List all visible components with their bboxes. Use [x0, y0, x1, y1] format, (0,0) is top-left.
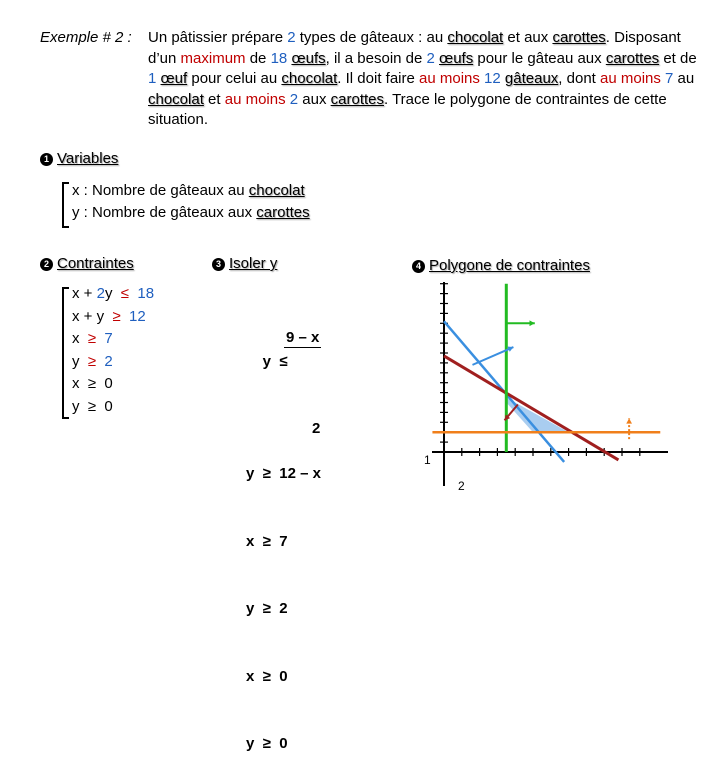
- problem-segment: au moins: [600, 70, 661, 87]
- arrow-green-icon-head: [530, 320, 535, 326]
- problem-segment: et: [203, 90, 225, 108]
- problem-segment: 2: [287, 29, 296, 46]
- feasible-region: [506, 398, 568, 433]
- bullet-3-icon: 3: [212, 258, 225, 271]
- isolate-eq3: x ≥ 7: [246, 532, 288, 550]
- problem-segment: Un pâtissier prépare: [148, 29, 288, 46]
- problem-segment: et de: [659, 49, 697, 67]
- x-tick-label: 2: [458, 479, 465, 493]
- constraint-row: x + y ≥ 12: [72, 307, 146, 325]
- isolate-heading: [212, 255, 277, 272]
- arrow-orange-icon-head: [626, 418, 632, 423]
- problem-segment: carottes: [605, 49, 660, 67]
- problem-segment: pour celui au: [187, 70, 282, 87]
- constraints-title: Contraintes: [57, 255, 134, 272]
- isolate-eq2: y ≥ 12 – x: [246, 465, 321, 482]
- problem-segment: types de gâteaux : au: [295, 29, 448, 46]
- problem-segment: . Il doit faire: [337, 70, 419, 87]
- constraint-chart: [410, 278, 670, 498]
- constraint-row: x + 2y ≤ 18: [72, 285, 155, 302]
- isolate-title: Isoler y: [229, 255, 278, 272]
- variable-definitions: [72, 180, 310, 224]
- problem-segment: carottes: [552, 29, 606, 46]
- variables-heading: [40, 150, 118, 167]
- constraints-list: [72, 283, 154, 418]
- bullet-2-icon: 2: [40, 258, 53, 271]
- x-definition: x : Nombre de gâteaux au chocolat: [72, 182, 305, 199]
- problem-segment: 18: [270, 49, 288, 67]
- example-label: Exemple # 2 :: [40, 29, 132, 46]
- isolate-eq1-denominator: 2: [312, 420, 321, 437]
- isolate-eq1: y ≤ 9 – x: [262, 329, 320, 370]
- problem-segment: au moins: [224, 90, 286, 108]
- problem-segment: au moins: [419, 70, 480, 87]
- line-x-plus-2y-18: [444, 356, 618, 460]
- constraints-brace: [62, 287, 69, 419]
- problem-segment: pour le gâteau aux: [473, 49, 606, 67]
- problem-segment: aux: [298, 90, 331, 108]
- problem-segment: chocolat: [148, 90, 204, 108]
- y-tick-label: 1: [424, 453, 431, 467]
- constraints-heading: [40, 255, 134, 272]
- problem-text: [148, 28, 708, 131]
- problem-segment: de: [245, 49, 271, 67]
- problem-segment: 2: [289, 90, 299, 108]
- problem-segment: maximum: [180, 49, 246, 67]
- problem-segment: au: [673, 70, 695, 87]
- problem-segment: carottes: [330, 90, 385, 108]
- problem-segment: et aux: [503, 29, 553, 46]
- isolate-list: [246, 283, 321, 778]
- problem-segment: chocolat: [447, 29, 504, 46]
- variables-brace: [62, 182, 69, 228]
- bullet-4-icon: 4: [412, 260, 425, 273]
- bullet-1-icon: 1: [40, 153, 53, 166]
- problem-segment: 1: [148, 70, 157, 87]
- variables-title: Variables: [57, 150, 119, 167]
- constraint-row: x ≥ 7: [72, 330, 113, 347]
- constraint-row: y ≥ 0: [72, 397, 113, 415]
- isolate-eq4: y ≥ 2: [246, 600, 288, 617]
- problem-segment: 2: [426, 49, 435, 67]
- problem-segment: gâteaux: [504, 70, 559, 87]
- isolate-eq5: x ≥ 0: [246, 667, 288, 685]
- problem-segment: , dont: [558, 70, 600, 87]
- problem-segment: . Trace le polygone de contraintes de cette situation.: [148, 90, 667, 128]
- constraint-row: x ≥ 0: [72, 375, 113, 392]
- problem-segment: , il a besoin de: [325, 49, 427, 67]
- polygon-heading: [412, 257, 590, 274]
- problem-segment: . Disposant d’un: [148, 29, 681, 67]
- problem-segment: 12: [484, 70, 501, 87]
- problem-segment: œufs: [439, 49, 474, 67]
- constraint-row: y ≥ 2: [72, 352, 113, 370]
- problem-segment: chocolat: [281, 70, 338, 87]
- problem-segment: 7: [665, 70, 674, 87]
- isolate-eq6: y ≥ 0: [246, 735, 288, 752]
- polygon-title: Polygone de contraintes: [429, 257, 590, 274]
- problem-segment: œufs: [291, 49, 326, 67]
- y-definition: y : Nombre de gâteaux aux carottes: [72, 204, 310, 221]
- problem-segment: œuf: [160, 70, 188, 87]
